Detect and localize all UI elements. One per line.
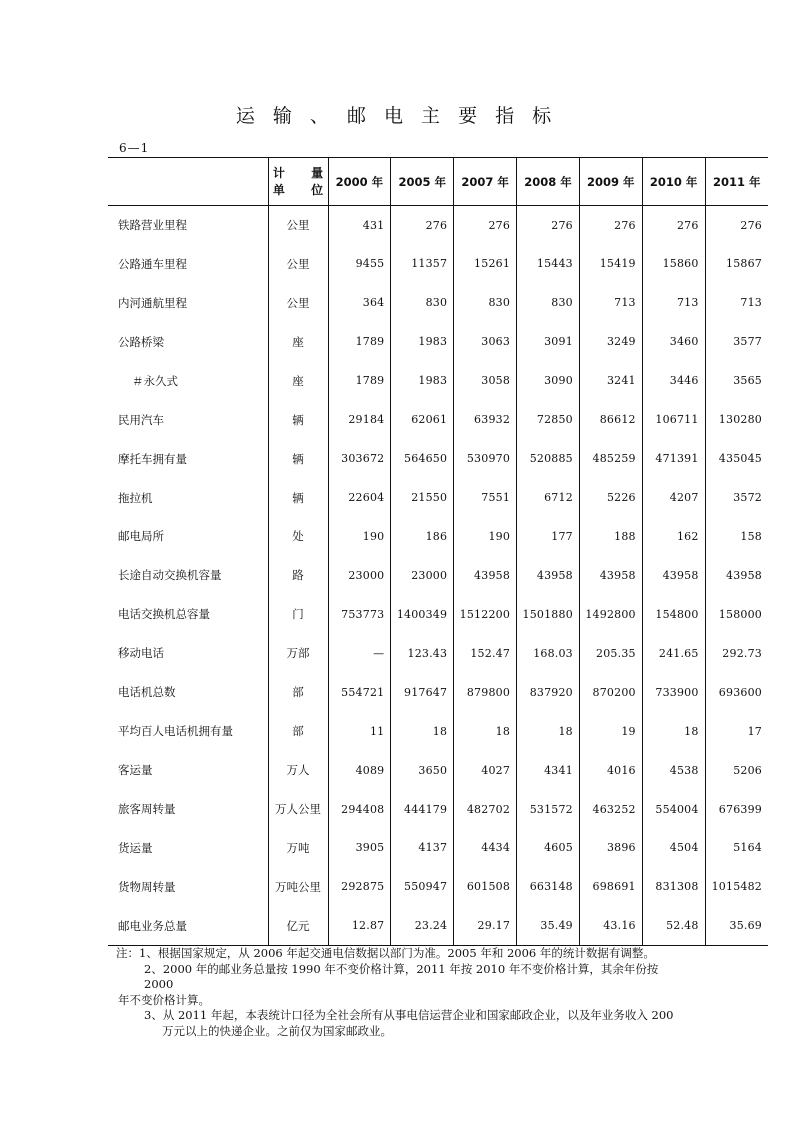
row-unit: 辆 xyxy=(268,439,328,478)
row-value-cell: 1983 xyxy=(391,361,454,400)
row-value-cell: 86612 xyxy=(579,400,642,439)
row-unit: 公里 xyxy=(268,283,328,322)
row-value-cell: 17 xyxy=(705,712,768,751)
row-value-cell: 5164 xyxy=(705,829,768,868)
header-year-2011: 2011 年 xyxy=(705,158,768,206)
row-value-cell: 837920 xyxy=(517,673,580,712)
row-value-cell: 23000 xyxy=(328,556,391,595)
row-value-cell: 1789 xyxy=(328,322,391,361)
footnote-3: 3、从 2011 年起，本表统计口径为全社会所有从事电信运营企业和国家邮政企业，以及年业务收入 200 xyxy=(144,1008,674,1022)
row-value-cell: 431 xyxy=(328,206,391,245)
table-row xyxy=(108,478,768,517)
row-value-cell: 4504 xyxy=(642,829,705,868)
row-indicator-name: 民用汽车 xyxy=(118,412,164,427)
row-value-cell: 23.24 xyxy=(391,906,454,945)
row-value-cell: 21550 xyxy=(391,478,454,517)
row-indicator-name: ＃永久式 xyxy=(132,373,178,388)
row-indicator-name: 客运量 xyxy=(118,763,153,778)
row-value-cell: 1400349 xyxy=(391,595,454,634)
row-value-cell: 554004 xyxy=(642,790,705,829)
row-value-cell: 1789 xyxy=(328,361,391,400)
table-row xyxy=(108,673,768,712)
row-value-cell: 3905 xyxy=(328,829,391,868)
row-value-cell: 4605 xyxy=(517,829,580,868)
row-value-cell: 530970 xyxy=(454,439,517,478)
header-unit-cell xyxy=(268,158,335,206)
row-value-cell: 444179 xyxy=(391,790,454,829)
table-row xyxy=(108,400,768,439)
row-value-cell: 364 xyxy=(328,283,391,322)
row-unit: 门 xyxy=(268,595,328,634)
table-row xyxy=(108,322,768,361)
row-value-cell: 5206 xyxy=(705,751,768,790)
row-value-cell: 276 xyxy=(391,206,454,245)
row-indicator-name: 公路通车里程 xyxy=(118,256,187,271)
row-value-cell: 15867 xyxy=(705,244,768,283)
row-value-cell: 303672 xyxy=(328,439,391,478)
row-value-cell: 3565 xyxy=(705,361,768,400)
row-value-cell: 4089 xyxy=(328,751,391,790)
row-value-cell: 753773 xyxy=(328,595,391,634)
row-value-cell: 72850 xyxy=(517,400,580,439)
row-value-cell: 11 xyxy=(328,712,391,751)
footnote-2: 2、2000 年的邮业务总量按 1990 年不变价格计算，2011 年按 2010 年不变价格计算，其余年份按 2000 xyxy=(144,961,659,991)
row-indicator-name: 长途自动交换机容量 xyxy=(118,568,222,583)
row-value-cell: 3090 xyxy=(517,361,580,400)
row-value-cell: 43958 xyxy=(705,556,768,595)
row-value-cell: 3460 xyxy=(642,322,705,361)
row-value-cell: 3577 xyxy=(705,322,768,361)
row-value-cell: 205.35 xyxy=(579,634,642,673)
row-value-cell: 7551 xyxy=(454,478,517,517)
row-value-cell: 276 xyxy=(642,206,705,245)
row-value-cell: 168.03 xyxy=(517,634,580,673)
footnote-2-continued: 年不变价格计算。 xyxy=(118,992,210,1007)
row-unit: 座 xyxy=(268,361,328,400)
header-year-2008: 2008 年 xyxy=(517,158,580,206)
row-unit: 辆 xyxy=(268,400,328,439)
table-row xyxy=(108,283,768,322)
table-row xyxy=(108,634,768,673)
row-value-cell: 663148 xyxy=(517,867,580,906)
row-value-cell: 52.48 xyxy=(642,906,705,945)
row-value-cell: 3241 xyxy=(579,361,642,400)
row-unit: 处 xyxy=(268,517,328,556)
row-value-cell: 11357 xyxy=(391,244,454,283)
row-indicator-name: 铁路营业里程 xyxy=(118,218,187,233)
row-value-cell: 879800 xyxy=(454,673,517,712)
header-year-2009: 2009 年 xyxy=(579,158,642,206)
row-value-cell: 43958 xyxy=(454,556,517,595)
row-value-cell: 1501880 xyxy=(517,595,580,634)
row-value-cell: 190 xyxy=(328,517,391,556)
row-value-cell: 482702 xyxy=(454,790,517,829)
row-value-cell: 19 xyxy=(579,712,642,751)
row-value-cell: 3896 xyxy=(579,829,642,868)
row-value-cell: 177 xyxy=(517,517,580,556)
row-value-cell: 276 xyxy=(579,206,642,245)
row-value-cell: 43958 xyxy=(642,556,705,595)
row-value-cell: 676399 xyxy=(705,790,768,829)
row-value-cell: 917647 xyxy=(391,673,454,712)
row-value-cell: 29.17 xyxy=(454,906,517,945)
table-row xyxy=(108,556,768,595)
table-row xyxy=(108,829,768,868)
row-indicator-name: 旅客周转量 xyxy=(118,802,176,817)
row-indicator-name: 移动电话 xyxy=(118,646,164,661)
row-value-cell: 471391 xyxy=(642,439,705,478)
row-value-cell: 18 xyxy=(642,712,705,751)
row-value-cell: 693600 xyxy=(705,673,768,712)
table-row xyxy=(108,361,768,400)
row-value-cell: 158 xyxy=(705,517,768,556)
row-value-cell: 4137 xyxy=(391,829,454,868)
row-value-cell: 713 xyxy=(705,283,768,322)
row-value-cell: 29184 xyxy=(328,400,391,439)
row-value-cell: 292.73 xyxy=(705,634,768,673)
row-value-cell: 15419 xyxy=(579,244,642,283)
row-value-cell: 4434 xyxy=(454,829,517,868)
row-indicator-name: 货运量 xyxy=(118,840,153,855)
row-unit: 亿元 xyxy=(268,906,328,945)
row-value-cell: 830 xyxy=(454,283,517,322)
row-value-cell: 294408 xyxy=(328,790,391,829)
row-indicator-name: 平均百人电话机拥有量 xyxy=(118,724,233,739)
row-indicator-name: 电话机总数 xyxy=(118,685,176,700)
row-unit: 公里 xyxy=(268,244,328,283)
row-value-cell: 564650 xyxy=(391,439,454,478)
row-indicator-name: 拖拉机 xyxy=(118,490,153,505)
row-value-cell: 63932 xyxy=(454,400,517,439)
row-value-cell: 23000 xyxy=(391,556,454,595)
row-value-cell: 4016 xyxy=(579,751,642,790)
table-row xyxy=(108,206,768,245)
table-header-row xyxy=(108,158,768,206)
row-unit: 万人公里 xyxy=(268,790,328,829)
row-indicator-name: 邮电业务总量 xyxy=(108,906,268,945)
row-indicator-name: 电话交换机总容量 xyxy=(118,607,210,622)
row-value-cell: 3572 xyxy=(705,478,768,517)
header-year-2007: 2007 年 xyxy=(454,158,517,206)
row-unit: 万部 xyxy=(268,634,328,673)
row-value-cell: 3091 xyxy=(517,322,580,361)
row-unit: 部 xyxy=(268,712,328,751)
row-value-cell: 15860 xyxy=(642,244,705,283)
row-value-cell: 186 xyxy=(391,517,454,556)
row-value-cell: 130280 xyxy=(705,400,768,439)
row-indicator-name: 内河通航里程 xyxy=(118,295,187,310)
header-year-2000: 2000 年 xyxy=(328,158,391,206)
row-value-cell: 43.16 xyxy=(579,906,642,945)
row-value-cell: 188 xyxy=(579,517,642,556)
table-row xyxy=(108,906,768,945)
table-row xyxy=(108,867,768,906)
row-unit: 万吨 xyxy=(268,829,328,868)
row-value-cell: 15443 xyxy=(517,244,580,283)
row-value-cell: 106711 xyxy=(642,400,705,439)
row-indicator-name: 货物周转量 xyxy=(118,879,176,894)
row-value-cell: 1983 xyxy=(391,322,454,361)
row-value-cell: 698691 xyxy=(579,867,642,906)
row-value-cell: 276 xyxy=(454,206,517,245)
row-value-cell: 3058 xyxy=(454,361,517,400)
table-code: 6—1 xyxy=(119,141,150,155)
row-value-cell: 22604 xyxy=(328,478,391,517)
row-value-cell: 6712 xyxy=(517,478,580,517)
row-value-cell: 276 xyxy=(705,206,768,245)
row-value-cell: 190 xyxy=(454,517,517,556)
row-value-cell: 152.47 xyxy=(454,634,517,673)
row-value-cell: 18 xyxy=(454,712,517,751)
footnotes xyxy=(116,946,686,1039)
table-row xyxy=(108,751,768,790)
row-value-cell: 5226 xyxy=(579,478,642,517)
row-value-cell: 713 xyxy=(642,283,705,322)
row-value-cell: 830 xyxy=(517,283,580,322)
row-value-cell: 830 xyxy=(391,283,454,322)
row-value-cell: 18 xyxy=(517,712,580,751)
footnote-3-continued: 万元以上的快递企业。之前仅为国家邮政业。 xyxy=(162,1023,392,1038)
row-value-cell: 4341 xyxy=(517,751,580,790)
row-value-cell: 870200 xyxy=(579,673,642,712)
row-value-cell: 831308 xyxy=(642,867,705,906)
row-value-cell: 241.65 xyxy=(642,634,705,673)
row-value-cell: 713 xyxy=(579,283,642,322)
row-value-cell: 62061 xyxy=(391,400,454,439)
row-value-cell: 4027 xyxy=(454,751,517,790)
table-row xyxy=(108,595,768,634)
row-value-cell: 35.49 xyxy=(517,906,580,945)
row-indicator-name: 摩托车拥有量 xyxy=(118,451,187,466)
row-value-cell: — xyxy=(328,634,391,673)
row-value-cell: 18 xyxy=(391,712,454,751)
header-indicator-cell xyxy=(108,158,268,206)
row-value-cell: 35.69 xyxy=(705,906,768,945)
row-value-cell: 554721 xyxy=(328,673,391,712)
row-value-cell: 162 xyxy=(642,517,705,556)
row-unit: 公里 xyxy=(268,206,328,245)
row-value-cell: 3446 xyxy=(642,361,705,400)
row-value-cell: 9455 xyxy=(328,244,391,283)
footnote-1: 注：1、根据国家规定，从 2006 年起交通电信数据以部门为准。2005 年和 2006 年的统计数据有调整。 xyxy=(116,946,655,960)
row-value-cell: 520885 xyxy=(517,439,580,478)
row-unit: 路 xyxy=(268,556,328,595)
row-value-cell: 485259 xyxy=(579,439,642,478)
page-title: 运 输 、 邮 电 主 要 指 标 xyxy=(235,105,558,127)
row-value-cell: 154800 xyxy=(642,595,705,634)
header-unit-line1: 计 量 xyxy=(272,165,335,180)
row-value-cell: 292875 xyxy=(328,867,391,906)
row-value-cell: 123.43 xyxy=(391,634,454,673)
row-value-cell: 550947 xyxy=(391,867,454,906)
row-value-cell: 276 xyxy=(517,206,580,245)
row-value-cell: 601508 xyxy=(454,867,517,906)
row-value-cell: 158000 xyxy=(705,595,768,634)
row-value-cell: 3650 xyxy=(391,751,454,790)
row-indicator-name: 公路桥梁 xyxy=(118,334,164,349)
row-value-cell: 531572 xyxy=(517,790,580,829)
row-value-cell: 1015482 xyxy=(705,867,768,906)
header-year-2005: 2005 年 xyxy=(391,158,454,206)
row-indicator-name: 邮电局所 xyxy=(118,529,164,544)
table-row xyxy=(108,517,768,556)
row-unit: 座 xyxy=(268,322,328,361)
table-body xyxy=(108,206,768,946)
row-value-cell: 4207 xyxy=(642,478,705,517)
row-value-cell: 435045 xyxy=(705,439,768,478)
row-unit: 万人 xyxy=(268,751,328,790)
row-value-cell: 3249 xyxy=(579,322,642,361)
row-unit: 辆 xyxy=(268,478,328,517)
table-row xyxy=(108,712,768,751)
row-value-cell: 43958 xyxy=(517,556,580,595)
row-value-cell: 15261 xyxy=(454,244,517,283)
row-value-cell: 463252 xyxy=(579,790,642,829)
row-value-cell: 3063 xyxy=(454,322,517,361)
row-value-cell: 12.87 xyxy=(328,906,391,945)
row-unit: 部 xyxy=(268,673,328,712)
row-value-cell: 733900 xyxy=(642,673,705,712)
row-unit: 万吨公里 xyxy=(268,867,328,906)
row-value-cell: 1492800 xyxy=(579,595,642,634)
header-year-2010: 2010 年 xyxy=(642,158,705,206)
row-value-cell: 4538 xyxy=(642,751,705,790)
table-row xyxy=(108,439,768,478)
header-unit-line2: 单 位 xyxy=(272,182,335,197)
indicators-table xyxy=(108,157,768,946)
table-row xyxy=(108,790,768,829)
row-value-cell: 1512200 xyxy=(454,595,517,634)
table-row xyxy=(108,244,768,283)
row-value-cell: 43958 xyxy=(579,556,642,595)
